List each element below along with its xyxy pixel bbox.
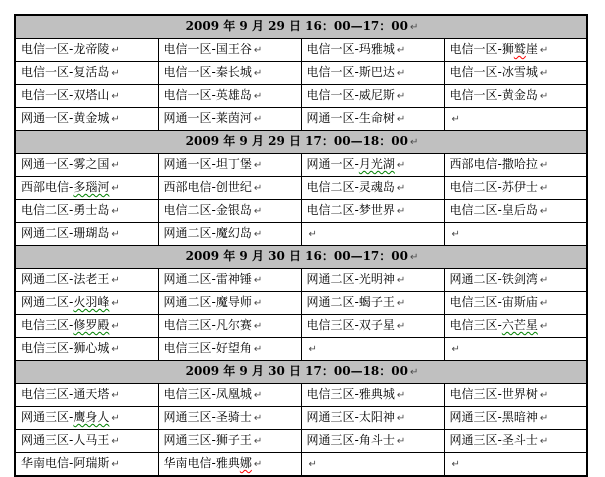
server-name: 电信一区-黄金岛 xyxy=(449,88,538,102)
server-row xyxy=(15,223,587,246)
session-header-row xyxy=(15,361,587,384)
paragraph-mark-icon: ↵ xyxy=(396,321,406,332)
server-cell[interactable] xyxy=(301,430,444,453)
server-cell[interactable] xyxy=(158,223,301,246)
server-name: 华南电信-阿瑞斯 xyxy=(21,456,110,470)
paragraph-mark-icon: ↵ xyxy=(396,436,406,447)
empty-cell[interactable] xyxy=(444,453,587,477)
server-name: 电信三区-好望角 xyxy=(163,341,252,355)
server-cell[interactable] xyxy=(15,453,158,477)
server-name: 网通三区-人马王 xyxy=(21,433,110,447)
session-header-row xyxy=(15,15,587,39)
server-row xyxy=(15,453,587,477)
paragraph-mark-icon: ↵ xyxy=(539,321,549,332)
server-name: 电信三区-通天塔 xyxy=(21,387,110,401)
empty-cell[interactable] xyxy=(301,453,444,477)
paragraph-mark-icon: ↵ xyxy=(111,183,120,194)
server-cell[interactable] xyxy=(444,154,587,177)
server-row xyxy=(15,430,587,453)
paragraph-mark-icon: ↵ xyxy=(396,275,406,286)
server-row xyxy=(15,407,587,430)
server-cell[interactable] xyxy=(15,269,158,292)
server-cell[interactable] xyxy=(15,315,158,338)
server-cell[interactable] xyxy=(301,154,444,177)
server-cell[interactable] xyxy=(15,292,158,315)
server-row xyxy=(15,108,587,131)
server-name: 网通二区-雷神锤 xyxy=(163,272,252,286)
server-row xyxy=(15,177,587,200)
server-cell[interactable] xyxy=(301,407,444,430)
grammar-underline: 火羽峰 xyxy=(73,295,110,309)
server-row xyxy=(15,384,587,407)
server-cell[interactable] xyxy=(301,85,444,108)
paragraph-mark-icon: ↵ xyxy=(539,45,549,56)
paragraph-mark-icon: ↵ xyxy=(451,114,460,125)
paragraph-mark-icon: ↵ xyxy=(409,367,419,378)
session-header-row xyxy=(15,246,587,269)
server-cell[interactable] xyxy=(158,315,301,338)
server-name: 电信一区-狮鹫崖 xyxy=(449,42,538,56)
server-name: 西部电信-撒哈拉 xyxy=(449,157,538,171)
server-cell[interactable] xyxy=(444,292,587,315)
paragraph-mark-icon: ↵ xyxy=(539,183,549,194)
paragraph-mark-icon: ↵ xyxy=(111,229,120,240)
paragraph-mark-icon: ↵ xyxy=(253,45,263,56)
server-cell[interactable] xyxy=(158,85,301,108)
server-cell[interactable] xyxy=(444,62,587,85)
server-cell[interactable] xyxy=(158,430,301,453)
paragraph-mark-icon: ↵ xyxy=(111,436,120,447)
server-cell[interactable] xyxy=(444,384,587,407)
server-row xyxy=(15,338,587,361)
server-cell[interactable] xyxy=(301,384,444,407)
paragraph-mark-icon: ↵ xyxy=(396,413,406,424)
server-cell[interactable] xyxy=(301,108,444,131)
session-title: 2009 年 9 月 30 日 16：00—17：00 xyxy=(185,249,408,263)
server-cell[interactable] xyxy=(158,177,301,200)
paragraph-mark-icon: ↵ xyxy=(396,298,406,309)
server-cell[interactable] xyxy=(158,62,301,85)
grammar-underline: 六芒星 xyxy=(501,318,538,332)
paragraph-mark-icon: ↵ xyxy=(111,91,120,102)
server-name: 电信二区-苏伊士 xyxy=(449,180,538,194)
paragraph-mark-icon: ↵ xyxy=(253,160,263,171)
empty-cell[interactable] xyxy=(444,338,587,361)
server-cell[interactable] xyxy=(158,384,301,407)
session-title: 2009 年 9 月 29 日 17：00—18：00 xyxy=(185,134,408,148)
paragraph-mark-icon: ↵ xyxy=(409,22,419,33)
paragraph-mark-icon: ↵ xyxy=(253,114,263,125)
session-header-row xyxy=(15,131,587,154)
server-cell[interactable] xyxy=(444,430,587,453)
session-title-cell[interactable] xyxy=(15,361,587,384)
server-name: 网通三区-黑暗神 xyxy=(449,410,538,424)
server-name: 网通二区-光明神 xyxy=(306,272,395,286)
server-row xyxy=(15,315,587,338)
server-name: 电信二区-金银岛 xyxy=(163,203,252,217)
server-name: 电信三区-凡尔赛 xyxy=(163,318,252,332)
paragraph-mark-icon: ↵ xyxy=(253,68,263,79)
paragraph-mark-icon: ↵ xyxy=(539,160,549,171)
paragraph-mark-icon: ↵ xyxy=(539,436,549,447)
paragraph-mark-icon: ↵ xyxy=(308,344,317,355)
server-name: 电信三区-雅典城 xyxy=(306,387,395,401)
server-cell[interactable] xyxy=(15,39,158,62)
paragraph-mark-icon: ↵ xyxy=(111,298,120,309)
paragraph-mark-icon: ↵ xyxy=(539,275,549,286)
server-name: 网通三区-圣骑士 xyxy=(163,410,252,424)
paragraph-mark-icon: ↵ xyxy=(253,459,263,470)
server-name: 网通二区-蝎子王 xyxy=(306,295,395,309)
paragraph-mark-icon: ↵ xyxy=(111,459,120,470)
server-schedule-table xyxy=(14,14,588,477)
paragraph-mark-icon: ↵ xyxy=(253,390,263,401)
server-name: 电信三区-双子星 xyxy=(306,318,395,332)
paragraph-mark-icon: ↵ xyxy=(111,413,120,424)
server-name: 网通二区-法老王 xyxy=(21,272,110,286)
server-name: 电信一区-冰雪城 xyxy=(449,65,538,79)
server-name: 网通一区-月光湖 xyxy=(306,157,395,171)
paragraph-mark-icon: ↵ xyxy=(539,91,549,102)
empty-cell[interactable] xyxy=(301,338,444,361)
server-name: 网通二区-魔幻岛 xyxy=(163,226,252,240)
server-row xyxy=(15,269,587,292)
server-name: 网通三区-鹰身人 xyxy=(21,410,110,424)
session-title-cell[interactable] xyxy=(15,15,587,39)
session-title: 2009 年 9 月 29 日 16：00—17：00 xyxy=(185,19,408,33)
server-cell[interactable] xyxy=(301,315,444,338)
spelling-underline: 鹫 xyxy=(513,42,526,56)
server-cell[interactable] xyxy=(15,108,158,131)
paragraph-mark-icon: ↵ xyxy=(111,45,120,56)
grammar-underline: 修罗殿 xyxy=(73,318,110,332)
spelling-underline: 娜 xyxy=(239,456,252,470)
server-name: 电信一区-斯巴达 xyxy=(306,65,395,79)
server-name: 电信二区-灵魂岛 xyxy=(306,180,395,194)
paragraph-mark-icon: ↵ xyxy=(111,160,120,171)
server-row xyxy=(15,154,587,177)
paragraph-mark-icon: ↵ xyxy=(253,436,263,447)
paragraph-mark-icon: ↵ xyxy=(253,229,263,240)
paragraph-mark-icon: ↵ xyxy=(253,344,263,355)
server-name: 网通一区-雾之国 xyxy=(21,157,110,171)
paragraph-mark-icon: ↵ xyxy=(409,137,419,148)
server-name: 电信二区-梦世界 xyxy=(306,203,395,217)
server-cell[interactable] xyxy=(15,384,158,407)
server-cell[interactable] xyxy=(15,62,158,85)
server-cell[interactable] xyxy=(15,223,158,246)
server-name: 电信二区-勇士岛 xyxy=(21,203,110,217)
server-name: 电信一区-英雄岛 xyxy=(163,88,252,102)
server-cell[interactable] xyxy=(301,177,444,200)
server-cell[interactable] xyxy=(444,177,587,200)
empty-cell[interactable] xyxy=(444,108,587,131)
server-cell[interactable] xyxy=(301,292,444,315)
server-cell[interactable] xyxy=(301,39,444,62)
server-name: 电信一区-玛雅城 xyxy=(306,42,395,56)
paragraph-mark-icon: ↵ xyxy=(396,206,406,217)
server-name: 华南电信-雅典娜 xyxy=(163,456,252,470)
server-cell[interactable] xyxy=(444,269,587,292)
grammar-underline: 多瑙河 xyxy=(73,180,110,194)
paragraph-mark-icon: ↵ xyxy=(253,298,263,309)
empty-cell[interactable] xyxy=(444,223,587,246)
server-cell[interactable] xyxy=(15,85,158,108)
server-cell[interactable] xyxy=(15,177,158,200)
server-cell[interactable] xyxy=(15,154,158,177)
server-name: 电信三区-六芒星 xyxy=(449,318,538,332)
server-cell[interactable] xyxy=(15,430,158,453)
paragraph-mark-icon: ↵ xyxy=(396,91,406,102)
server-cell[interactable] xyxy=(444,407,587,430)
server-name: 网通一区-黄金城 xyxy=(21,111,110,125)
server-cell[interactable] xyxy=(158,338,301,361)
session-title-cell[interactable] xyxy=(15,246,587,269)
server-name: 电信三区-凤凰城 xyxy=(163,387,252,401)
server-cell[interactable] xyxy=(15,407,158,430)
server-name: 西部电信-多瑙河 xyxy=(21,180,110,194)
server-cell[interactable] xyxy=(158,269,301,292)
server-cell[interactable] xyxy=(301,269,444,292)
paragraph-mark-icon: ↵ xyxy=(111,390,120,401)
server-name: 网通二区-魔导师 xyxy=(163,295,252,309)
server-cell[interactable] xyxy=(158,292,301,315)
grammar-underline: 月光湖 xyxy=(358,157,395,171)
server-name: 电信一区-秦长城 xyxy=(163,65,252,79)
session-title-cell[interactable] xyxy=(15,131,587,154)
server-cell[interactable] xyxy=(158,407,301,430)
server-name: 网通三区-圣斗士 xyxy=(449,433,538,447)
server-name: 电信三区-狮心城 xyxy=(21,341,110,355)
server-name: 电信一区-龙帝陵 xyxy=(21,42,110,56)
server-name: 电信二区-皇后岛 xyxy=(449,203,538,217)
paragraph-mark-icon: ↵ xyxy=(253,413,263,424)
server-name: 网通三区-角斗士 xyxy=(306,433,395,447)
server-cell[interactable] xyxy=(301,62,444,85)
server-name: 电信一区-威尼斯 xyxy=(306,88,395,102)
paragraph-mark-icon: ↵ xyxy=(396,114,406,125)
server-schedule-table-body xyxy=(15,15,587,476)
server-cell[interactable] xyxy=(301,200,444,223)
server-name: 网通二区-铁剑湾 xyxy=(449,272,538,286)
paragraph-mark-icon: ↵ xyxy=(396,390,406,401)
paragraph-mark-icon: ↵ xyxy=(396,160,406,171)
server-name: 电信一区-复活岛 xyxy=(21,65,110,79)
paragraph-mark-icon: ↵ xyxy=(111,206,120,217)
session-title: 2009 年 9 月 30 日 17：00—18：00 xyxy=(185,364,408,378)
paragraph-mark-icon: ↵ xyxy=(539,413,549,424)
paragraph-mark-icon: ↵ xyxy=(396,45,406,56)
server-cell[interactable] xyxy=(15,200,158,223)
server-row xyxy=(15,62,587,85)
empty-cell[interactable] xyxy=(301,223,444,246)
server-cell[interactable] xyxy=(444,200,587,223)
server-cell[interactable] xyxy=(444,39,587,62)
paragraph-mark-icon: ↵ xyxy=(539,206,549,217)
server-name: 网通二区-珊瑚岛 xyxy=(21,226,110,240)
paragraph-mark-icon: ↵ xyxy=(451,229,460,240)
server-name: 网通一区-生命树 xyxy=(306,111,395,125)
server-name: 网通三区-太阳神 xyxy=(306,410,395,424)
server-cell[interactable] xyxy=(158,108,301,131)
paragraph-mark-icon: ↵ xyxy=(253,91,263,102)
server-name: 网通一区-坦丁堡 xyxy=(163,157,252,171)
paragraph-mark-icon: ↵ xyxy=(308,229,317,240)
server-name: 电信一区-国王谷 xyxy=(163,42,252,56)
server-row xyxy=(15,200,587,223)
paragraph-mark-icon: ↵ xyxy=(451,344,460,355)
server-name: 网通三区-狮子王 xyxy=(163,433,252,447)
paragraph-mark-icon: ↵ xyxy=(111,114,120,125)
server-row xyxy=(15,85,587,108)
server-row xyxy=(15,39,587,62)
server-cell[interactable] xyxy=(444,315,587,338)
server-row xyxy=(15,292,587,315)
server-cell[interactable] xyxy=(158,200,301,223)
paragraph-mark-icon: ↵ xyxy=(253,275,263,286)
server-cell[interactable] xyxy=(15,338,158,361)
server-name: 网通二区-火羽峰 xyxy=(21,295,110,309)
paragraph-mark-icon: ↵ xyxy=(253,321,263,332)
paragraph-mark-icon: ↵ xyxy=(409,252,419,263)
paragraph-mark-icon: ↵ xyxy=(396,183,406,194)
paragraph-mark-icon: ↵ xyxy=(253,206,263,217)
server-name: 电信三区-修罗殿 xyxy=(21,318,110,332)
paragraph-mark-icon: ↵ xyxy=(451,459,460,470)
paragraph-mark-icon: ↵ xyxy=(111,344,120,355)
paragraph-mark-icon: ↵ xyxy=(539,298,549,309)
grammar-underline: 鹰身人 xyxy=(73,410,110,424)
server-name: 电信三区-宙斯庙 xyxy=(449,295,538,309)
server-cell[interactable] xyxy=(158,39,301,62)
paragraph-mark-icon: ↵ xyxy=(308,459,317,470)
server-name: 网通一区-莱茵河 xyxy=(163,111,252,125)
server-cell[interactable] xyxy=(158,453,301,477)
paragraph-mark-icon: ↵ xyxy=(253,183,263,194)
paragraph-mark-icon: ↵ xyxy=(111,275,120,286)
paragraph-mark-icon: ↵ xyxy=(111,68,120,79)
server-cell[interactable] xyxy=(444,85,587,108)
paragraph-mark-icon: ↵ xyxy=(539,390,549,401)
paragraph-mark-icon: ↵ xyxy=(539,68,549,79)
server-name: 电信一区-双塔山 xyxy=(21,88,110,102)
server-name: 西部电信-创世纪 xyxy=(163,180,252,194)
server-cell[interactable] xyxy=(158,154,301,177)
server-name: 电信三区-世界树 xyxy=(449,387,538,401)
paragraph-mark-icon: ↵ xyxy=(396,68,406,79)
paragraph-mark-icon: ↵ xyxy=(111,321,120,332)
